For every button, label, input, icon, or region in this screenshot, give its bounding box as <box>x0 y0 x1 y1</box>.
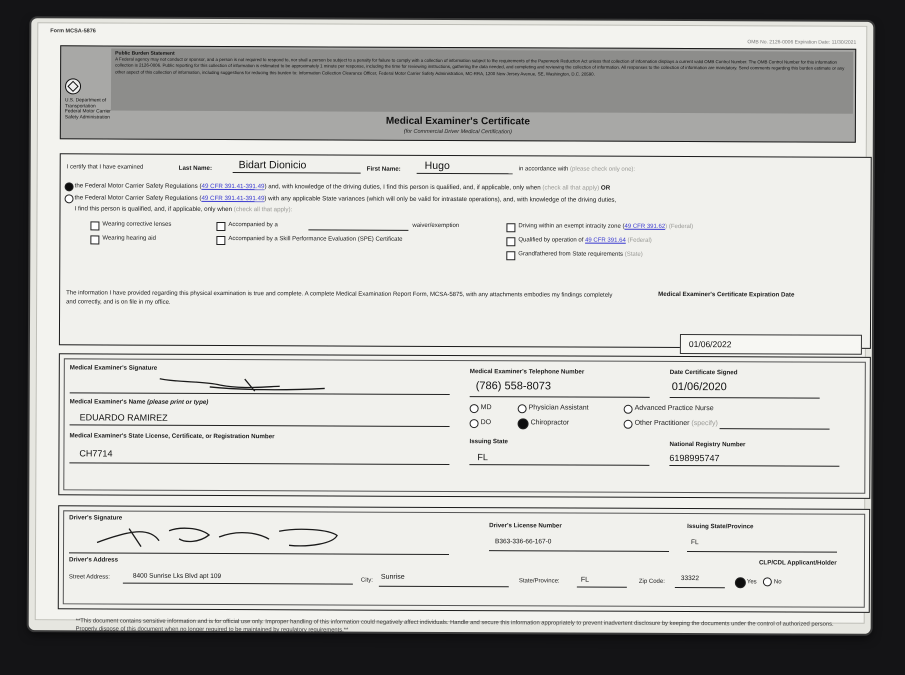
zip-label: Zip Code: <box>638 578 665 585</box>
clp-yes-label: Yes <box>746 579 757 586</box>
clp-no-label: No <box>773 579 782 586</box>
street-value: 8400 Sunrise Lks Blvd apt 109 <box>132 572 222 580</box>
driver-license-label: Driver's License Number <box>489 522 562 530</box>
grandfathered-label: Grandfathered from State requirements (State) <box>518 251 643 258</box>
medical-examiner-section <box>58 353 871 499</box>
date-signed-value: 01/06/2020 <box>671 380 727 394</box>
city-label: City: <box>360 577 373 584</box>
corrective-lenses-label: Wearing corrective lenses <box>102 221 172 228</box>
chiropractor-radio[interactable] <box>518 418 529 429</box>
other-practitioner-line <box>720 428 830 429</box>
physician-assistant-label: Physician Assistant <box>528 404 589 412</box>
registry-line <box>669 465 839 467</box>
waiver-label: waiver/exemption <box>412 222 460 230</box>
qualified-operation-label: Qualified by operation of 49 CFR 391.64 (Federal) <box>518 237 652 244</box>
burden-title: Public Burden Statement <box>115 50 175 57</box>
license-line <box>69 462 449 465</box>
driver-signature <box>89 520 349 551</box>
date-signed-label: Date Certificate Signed <box>669 368 738 377</box>
spe-label: Accompanied by a Skill Performance Evaluation (SPE) Certificate <box>228 236 403 243</box>
driver-signature-label: Driver's Signature <box>69 514 123 522</box>
option2-text-line2: I find this person is qualified, and, if applicable, only when (check all that apply): <box>74 205 293 214</box>
last-name-line <box>233 172 361 174</box>
other-practitioner-radio[interactable] <box>624 420 633 429</box>
zip-line <box>675 587 725 588</box>
physician-assistant-radio[interactable] <box>518 404 527 413</box>
state-province-label: State/Province: <box>518 578 560 585</box>
agency-line-3: Safety Administration <box>64 114 110 121</box>
advanced-practice-nurse-radio[interactable] <box>624 405 633 414</box>
sensitive-info-footnote: **This document contains sensitive information and is for official use only. Improper handling of this information could negatively affect individuals. Handle and secure this information appropriately to prevent inadvertent disclosure by keeping the documents under the control of authorized persons. Properly dispose of this document when no longer required to be maintained by regulatory requirements.** <box>75 618 834 634</box>
federal-regulations-radio[interactable] <box>65 182 74 191</box>
certificate-header <box>60 45 856 142</box>
agency-line-2: Federal Motor Carrier <box>64 109 111 115</box>
street-line <box>123 583 353 585</box>
certification-section <box>59 153 872 349</box>
chiropractor-label: Chiropractor <box>530 419 570 427</box>
do-radio[interactable] <box>470 419 479 428</box>
md-label: MD <box>480 404 492 412</box>
driver-issuing-state-value: FL <box>691 539 699 547</box>
last-name-value: Bidart Dionicio <box>238 159 307 172</box>
waiver-checkbox[interactable] <box>216 222 225 231</box>
driver-section <box>58 505 870 613</box>
registry-value: 6198995747 <box>669 452 720 464</box>
accompanied-label: Accompanied by a <box>228 222 278 229</box>
hearing-aid-label: Wearing hearing aid <box>102 235 156 242</box>
dot-logo-icon <box>65 78 81 94</box>
first-name-value: Hugo <box>424 159 450 172</box>
date-signed-line <box>670 397 820 399</box>
option2-text: the Federal Motor Carrier Safety Regulations (49 CFR 391.41-391.49) with any applicable State variances (which will only be valid for intrastate operations), and, with knowledge of the driving duties, <box>74 194 617 204</box>
qualified-operation-checkbox[interactable] <box>506 237 515 246</box>
first-name-label: First Name: <box>366 165 401 173</box>
examiner-signature-line <box>70 392 450 395</box>
clp-cdl-label: CLP/CDL Applicant/Holder <box>758 559 837 567</box>
issuing-state-line <box>469 464 649 466</box>
issuing-state-label: Issuing State <box>469 438 509 446</box>
zip-value: 33322 <box>680 575 699 583</box>
last-name-label: Last Name: <box>178 164 213 172</box>
do-label: DO <box>480 419 492 427</box>
city-value: Sunrise <box>380 573 405 581</box>
clp-no-radio[interactable] <box>763 577 772 586</box>
advanced-practice-nurse-label: Advanced Practice Nurse <box>634 404 714 413</box>
corrective-lenses-checkbox[interactable] <box>90 221 99 230</box>
examiner-name-line <box>70 424 450 427</box>
first-name-line <box>417 173 513 174</box>
certify-intro: I certify that I have examined <box>66 164 144 171</box>
agency-line-1: U.S. Department of Transportation <box>64 98 107 109</box>
expiration-date-box[interactable] <box>680 334 862 355</box>
certificate-title: Medical Examiner's Certificate <box>385 115 530 128</box>
driver-signature-line <box>69 552 449 555</box>
burden-text: A Federal agency may not conduct or sponsor, and a person is not required to respond to, nor shall a person be subject to a penalty for failure to comply with a collection of information subject to the requirements of the Paperwork Reduction Act unless that collection of information displays a current valid OMB Control Number. The OMB Control Number for this information collection is 2126-0006. Public reporting for this collection of information is estimated to be approximately 1 minute per response, including the time for reviewing instructions, gathering the data needed, and completing and reviewing the collection of information. All responses to the collection of information are mandatory. Send comments regarding this burden estimate or any other aspect of this collection of information, including suggestions for reducing this burden to: Information Collection Clearance Officer, Federal Motor Carrier Safety Administration, MC-RRA, 1200 New Jersey Avenue, SE, Washington, D.C. 20590. <box>115 56 845 77</box>
intracity-label: Driving within an exempt intracity zone (49 CFR 391.62) (Federal) <box>518 223 694 231</box>
form-number: Form MCSA-5876 <box>50 28 96 35</box>
spe-checkbox[interactable] <box>216 236 225 245</box>
street-label: Street Address: <box>68 574 110 581</box>
state-province-value: FL <box>580 576 590 584</box>
expiration-date-value: 01/06/2022 <box>688 339 732 350</box>
license-value: CH7714 <box>79 448 113 459</box>
grandfathered-checkbox[interactable] <box>506 251 515 260</box>
examiner-name-label: Medical Examiner's Name (please print or type) <box>69 398 209 406</box>
certificate-page <box>35 22 868 634</box>
issuing-state-value: FL <box>477 452 488 463</box>
accordance-text: in accordance with (please check only one): <box>518 166 636 173</box>
examiner-signature <box>150 369 330 394</box>
public-burden-statement <box>111 49 853 114</box>
omb-number: OMB No. 2126-0006 Expiration Date: 11/30/2021 <box>747 39 857 46</box>
examiner-signature-label: Medical Examiner's Signature <box>69 364 158 372</box>
registry-label: National Registry Number <box>669 440 746 449</box>
intracity-checkbox[interactable] <box>506 223 515 232</box>
driver-license-line <box>489 550 669 552</box>
clp-yes-radio[interactable] <box>735 577 746 588</box>
phone-line <box>470 396 650 398</box>
driver-address-label: Driver's Address <box>68 556 119 564</box>
examiner-name-value: EDUARDO RAMIREZ <box>79 412 168 423</box>
phone-label: Medical Examiner's Telephone Number <box>469 368 585 376</box>
certificate-subtitle: (for Commercial Driver Medical Certification) <box>403 128 512 136</box>
state-province-line <box>577 587 627 588</box>
expiration-date-label: Medical Examiner's Certificate Expiration Date <box>658 290 795 299</box>
license-label: Medical Examiner's State License, Certificate, or Registration Number <box>69 432 275 441</box>
driver-issuing-state-line <box>687 551 837 553</box>
other-practitioner-label: Other Practitioner (specify) <box>634 419 718 428</box>
state-variances-radio[interactable] <box>65 194 74 203</box>
driver-license-value: B363-336-66-167-0 <box>495 538 552 546</box>
waiver-line <box>308 229 408 230</box>
driver-issuing-state-label: Issuing State/Province <box>687 523 754 531</box>
certificate-card <box>29 18 874 634</box>
phone-value: (786) 558-8073 <box>475 380 551 393</box>
city-line <box>379 586 509 588</box>
hearing-aid-checkbox[interactable] <box>90 235 99 244</box>
md-radio[interactable] <box>470 404 479 413</box>
examination-statement: The information I have provided regarding this physical examination is true and complete. A complete Medical Examination Report Form, MCSA-5875, with any attachments embodies my findings completely and correctly, and is on file in my office. <box>66 290 613 306</box>
option1-text: the Federal Motor Carrier Safety Regulations (49 CFR 391.41-391.49) and, with knowledge of the driving duties, I find this person is qualified, and, if applicable, only when (check all that apply) OR <box>74 182 611 192</box>
